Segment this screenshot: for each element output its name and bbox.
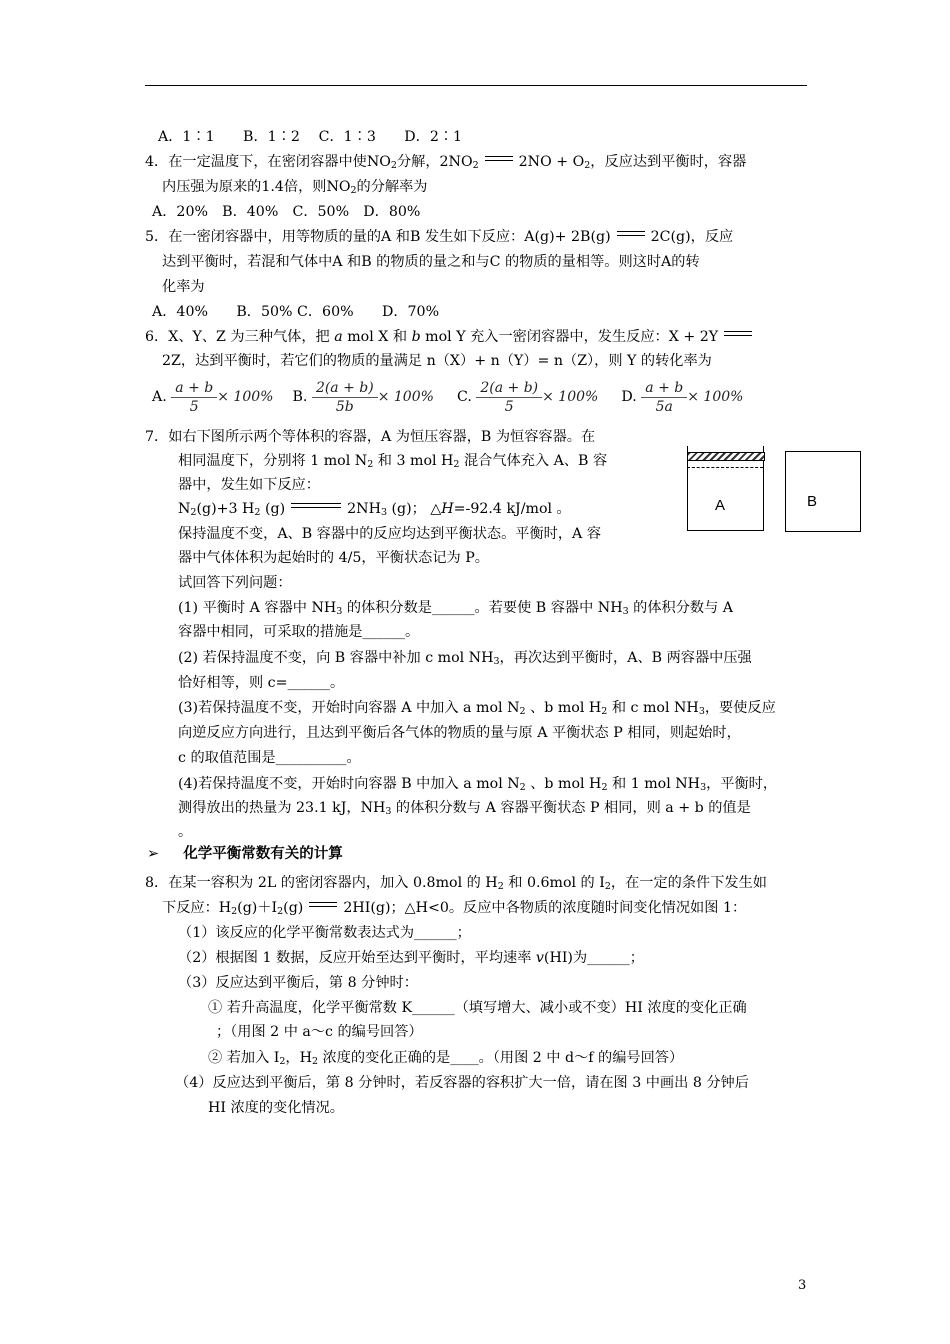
q7-part-1: (1) 平衡时 A 容器中 $NH_3$ 的体积分数是______。若要使 B 容器中 $NH_3$ 的体积分数与 A xyxy=(178,600,734,617)
q5-line-1: 5．在一密闭容器中，用等物质的量的A 和B 发生如下反应：A(g)+ 2B(g) 2C(g)，反应 xyxy=(145,229,734,245)
section-heading: ➢ 化学平衡常数有关的计算 xyxy=(147,846,343,862)
equilibrium-arrow-icon xyxy=(724,329,752,339)
q8-sub-1: （1）该反应的化学平衡常数表达式为______； xyxy=(178,925,471,941)
q3-options: A．1∶1 B．1∶2 C．1∶3 D．2∶1 xyxy=(158,129,463,145)
q4-options: A．20% B．40% C．50% D．80% xyxy=(152,204,421,220)
q8-line-1: 8．在某一容积为 2L 的密闭容器内，加入 0.8mol 的 $H_2$ 和 0.6mol 的 $I_2$，在一定的条件下发生如 xyxy=(145,875,767,892)
q8-sub-3-1-line-2: ；（用图 2 中 a～c 的编号回答） xyxy=(216,1024,423,1040)
q8-sub-4: （4）反应达到平衡后，第 8 分钟时，若反容器的容积扩大一倍，请在图 3 中画出 8 分钟后 xyxy=(175,1075,749,1091)
q7-part-3-line-3: c 的取值范围是__________。 xyxy=(178,750,361,766)
q7-part-3: (3)若保持温度不变，开始时向容器 A 中加入 a mol $N_2$ 、b mol $H_2$ 和 c mol $NH_3$，要使反应 xyxy=(178,700,776,717)
container-b xyxy=(785,451,861,532)
q7-part-4-line-2: 测得放出的热量为 23.1 kJ，$NH_3$ 的体积分数与 A 容器平衡状态 P 相同，则 a + b 的值是 xyxy=(178,800,751,817)
q8-sub-3: （3）反应达到平衡后，第 8 分钟时： xyxy=(178,975,418,991)
q5-line-3: 化率为 xyxy=(162,279,205,295)
fraction-d: $\frac{a + b}{5a}$ xyxy=(641,379,687,416)
container-b-label: B xyxy=(807,493,818,510)
q7-line-5: 保持温度不变，A、B 容器中的反应均达到平衡状态。平衡时，A 容 xyxy=(178,526,602,542)
q8-sub-4-line-2: HI 浓度的变化情况。 xyxy=(208,1100,344,1116)
fraction-b: $\frac{2(a + b)}{5b}$ xyxy=(312,379,378,416)
container-a-label: A xyxy=(715,497,726,514)
fraction-a: $\frac{a + b}{5}$ xyxy=(171,379,217,416)
q7-reaction: $N_2(g)+3$ $H_2$ (g) $2NH_3$ (g)； △H=-92.4 kJ/mol 。 xyxy=(178,501,571,518)
dashed-level-line xyxy=(687,467,763,468)
q7-part-2-line-2: 恰好相等，则 c=______。 xyxy=(178,675,345,691)
piston-icon xyxy=(687,452,765,461)
header-rule xyxy=(145,85,807,86)
q4-line-2: 内压强为原来的1.4倍，则$NO_2$的分解率为 xyxy=(162,179,428,196)
q8-sub-3-1: ① 若升高温度，化学平衡常数 K______（填写增大、减小或不变）HI 浓度的变化正确 xyxy=(208,1000,747,1016)
q7-line-2: 相同温度下，分别将 1 mol $N_2$ 和 3 mol $H_2$ 混合气体充入 A、B 容 xyxy=(178,453,608,470)
q7-line-7: 试回答下列问题： xyxy=(178,575,292,591)
fraction-c: $\frac{2(a + b)}{5}$ xyxy=(476,379,542,416)
q6-line-2: 2Z，达到平衡时，若它们的物质的量满足 n（X）+ n（Y）= n（Z），则 Y 的转化率为 xyxy=(162,353,712,369)
equilibrium-arrow-icon xyxy=(617,229,645,239)
equilibrium-arrow-icon xyxy=(485,154,513,164)
q7-part-1-line-2: 容器中相同，可采取的措施是______。 xyxy=(178,624,420,640)
q8-line-2: 下反应：$H_2(g)+I_2(g)$ 2HI(g)；△H<0。反应中各物质的浓度随时间变化情况如图 1： xyxy=(162,900,747,917)
q4-line-1: 4．在一定温度下，在密闭容器中使$NO_2$分解，$2NO_2$ $2NO + O_2$，反应达到平衡时，容器 xyxy=(145,154,747,171)
q5-line-2: 达到平衡时，若混和气体中A 和B 的物质的量之和与C 的物质的量相等。则这时A的转 xyxy=(162,254,700,270)
q7-line-6: 器中气体体积为起始时的 4/5，平衡状态记为 P。 xyxy=(178,550,489,566)
q6-line-1: 6．X、Y、Z 为三种气体，把 a mol X 和 b mol Y 充入一密闭容器中，发生反应：X + 2Y xyxy=(145,327,758,347)
q8-sub-3-2: ② 若加入 $I_2$，$H_2$ 浓度的变化正确的是____。（用图 2 中 d～f 的编号回答） xyxy=(208,1050,684,1067)
page-number: 3 xyxy=(798,1278,807,1293)
arrow-bullet-icon: ➢ xyxy=(147,846,160,862)
q7-part-4-line-3: 。 xyxy=(178,824,193,840)
q7-part-2: (2) 若保持温度不变，向 B 容器中补加 c mol $NH_3$，再次达到平衡时，A、B 两容器中压强 xyxy=(178,650,752,667)
q7-line-3: 器中，发生如下反应： xyxy=(178,477,320,493)
equilibrium-arrow-icon xyxy=(309,900,337,910)
q5-options: A．40% B．50% C．60% D．70% xyxy=(152,304,440,320)
q7-line-1: 7．如右下图所示两个等体积的容器，A 为恒压容器，B 为恒容容器。在 xyxy=(145,429,596,445)
q8-sub-2: （2）根据图 1 数据，反应开始至达到平衡时，平均速率 v(HI)为______； xyxy=(178,950,644,966)
q6-options: A. $\frac{a + b}{5}$ × 100% B. $\frac{2(a + b)}{5b}$ × 100% C. $\frac{2(a + b)}{5}$ × 100% D. $\frac{a + b}{5a}$ × 100% xyxy=(152,379,744,415)
q7-part-3-line-2: 向逆反应方向进行，且达到平衡后各气体的物质的量与原 A 平衡状态 P 相同，则起始时， xyxy=(178,725,741,741)
q7-part-4: (4)若保持温度不变，开始时向容器 B 中加入 a mol $N_2$ 、b mol $H_2$ 和 1 mol $NH_3$，平衡时， xyxy=(178,776,778,793)
equilibrium-arrow-icon xyxy=(291,501,341,511)
